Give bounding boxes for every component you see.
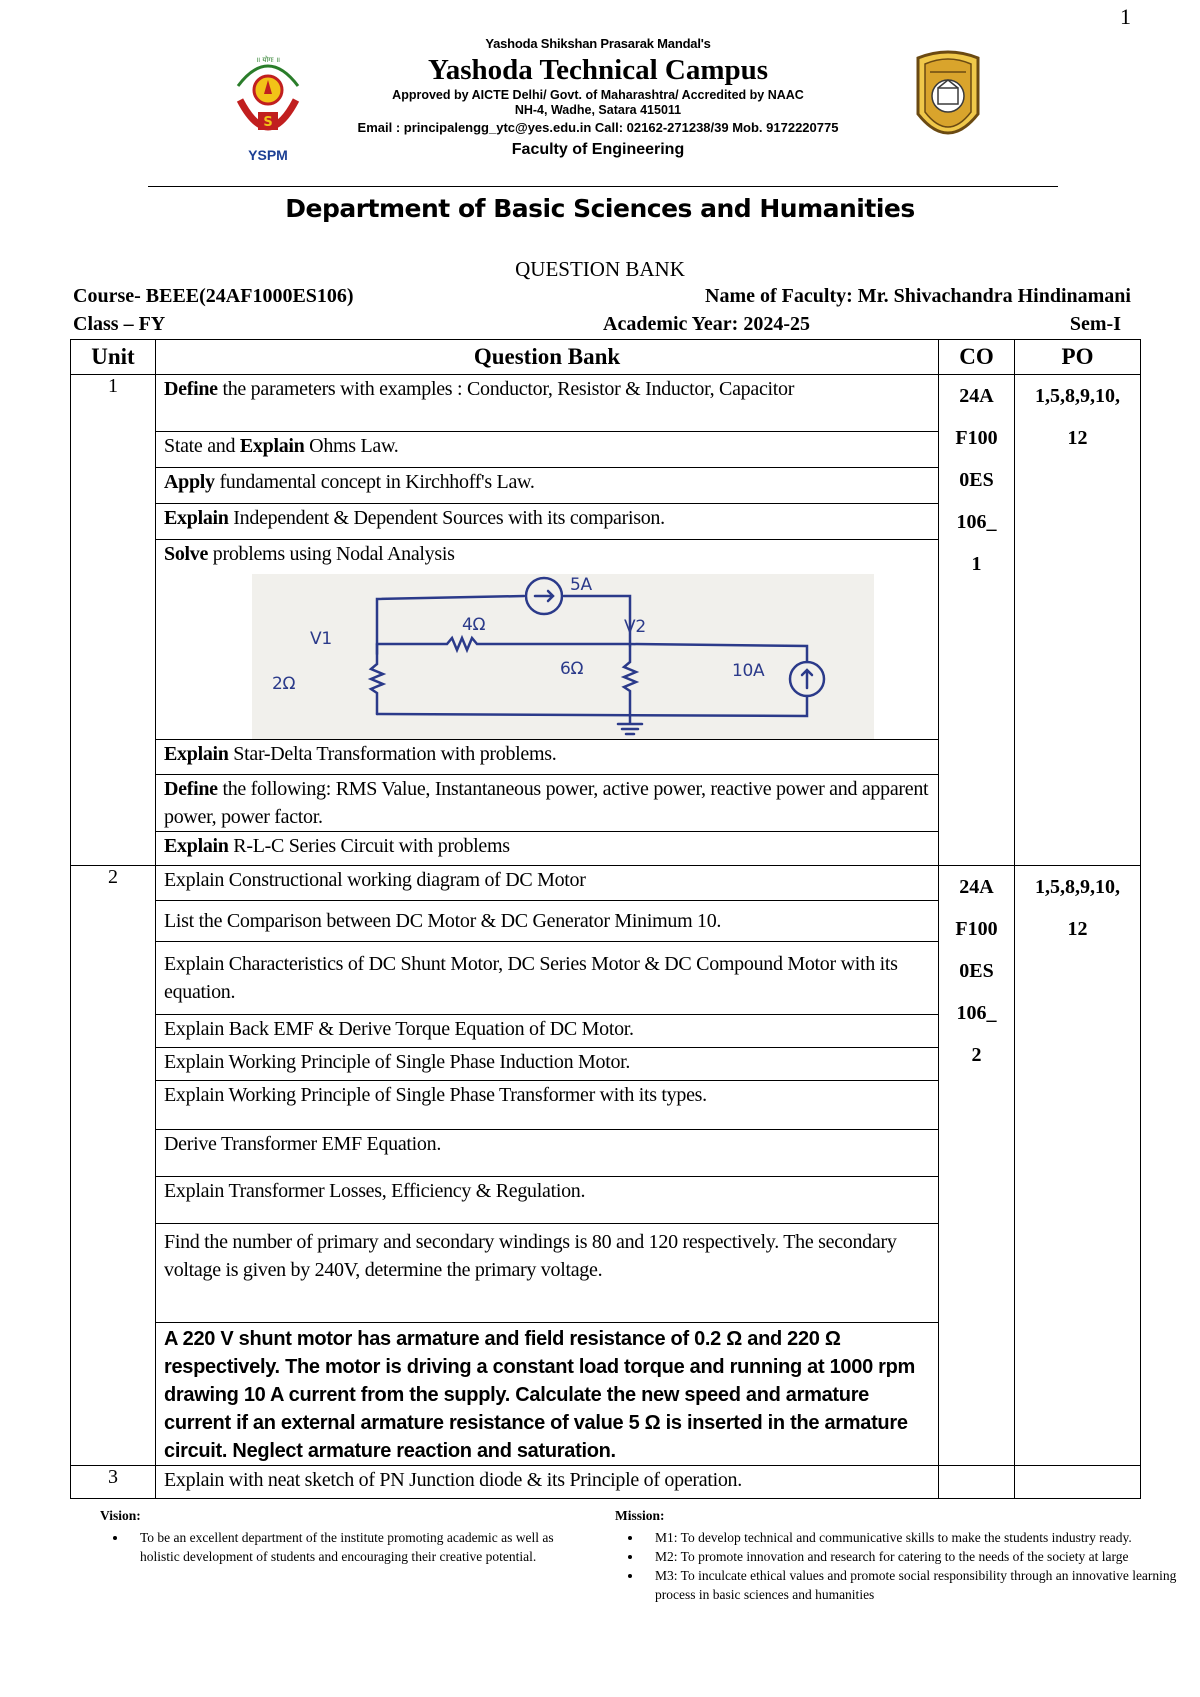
question-cell: Explain Back EMF & Derive Torque Equation of DC Motor. — [156, 1015, 939, 1048]
co-line: 1 — [971, 553, 982, 575]
question-text: problems using Nodal Analysis — [208, 543, 455, 565]
course-code: Course- BEEE(24AF1000ES106) — [73, 285, 354, 307]
po-line: 1,5,8,9,10, — [1035, 876, 1120, 898]
question-text: State and — [164, 435, 240, 457]
question-cell — [156, 832, 939, 866]
department-title: Department of Basic Sciences and Humanities — [285, 194, 915, 223]
mission-list — [615, 1528, 1195, 1604]
question-cell — [156, 432, 939, 468]
question-text: the following: RMS Value, Instantaneous power, active power, reactive power and apparent power, power factor. — [164, 778, 929, 828]
question-cell: Derive Transformer EMF Equation. — [156, 1130, 939, 1177]
svg-text:2Ω: 2Ω — [272, 674, 296, 694]
co-cell — [939, 866, 1015, 1466]
po-cell — [1015, 375, 1141, 866]
co-cell — [939, 375, 1015, 866]
approval-line: Approved by AICTE Delhi/ Govt. of Maharashtra/ Accredited by NAAC — [392, 88, 804, 102]
header-co: CO — [939, 340, 1015, 375]
header-unit: Unit — [71, 340, 156, 375]
header-divider — [148, 186, 1058, 187]
question-text: fundamental concept in Kirchhoff's Law. — [214, 471, 535, 493]
question-verb: Explain — [164, 743, 229, 765]
list-item: • M3: To inculcate ethical values and promote social responsibility through an innovative learning process in basic sciences and humanities — [643, 1566, 1195, 1604]
question-cell: Explain Constructional working diagram of DC Motor — [156, 866, 939, 901]
svg-text:10A: 10A — [732, 661, 765, 681]
vision-title: Vision: — [100, 1508, 141, 1523]
question-cell: A 220 V shunt motor has armature and field resistance of 0.2 Ω and 220 Ω respectively. The motor is driving a constant load torque and running at 1000 rpm drawing 10 A current from the supply. Calculate the new speed and armature current if an external armature resistance of value 5 Ω is inserted in the armature circuit. Neglect armature reaction and saturation. — [156, 1323, 939, 1466]
table-header-row — [71, 340, 1141, 375]
question-cell — [156, 775, 939, 832]
question-cell: Find the number of primary and secondary windings is 80 and 120 respectively. The secondary voltage is given by 240V, determine the primary voltage. — [156, 1224, 939, 1323]
co-line: 0ES — [959, 960, 994, 982]
question-text: R-L-C Series Circuit with problems — [228, 835, 510, 857]
co-line: 24A — [959, 876, 994, 898]
address-line: NH-4, Wadhe, Satara 415011 — [514, 103, 682, 117]
yspm-logo-icon — [228, 42, 308, 174]
co-line: 24A — [959, 385, 994, 407]
question-bank-table — [70, 339, 1141, 1499]
question-verb: Explain — [164, 507, 229, 529]
po-cell — [1015, 1466, 1141, 1499]
academic-year: Academic Year: 2024-25 — [603, 313, 810, 335]
question-text: Ohms Law. — [304, 435, 399, 457]
question-cell — [156, 740, 939, 775]
question-cell — [156, 504, 939, 540]
question-cell — [156, 468, 939, 504]
contact-line: Email : principalengg_ytc@yes.edu.in Call: 02162-271238/39 Mob. 9172220775 — [357, 120, 839, 135]
faculty-name: Name of Faculty: Mr. Shivachandra Hindinamani — [705, 285, 1131, 307]
co-line: F100 — [955, 918, 998, 940]
po-line: 1,5,8,9,10, — [1035, 385, 1120, 407]
po-line: 12 — [1067, 918, 1088, 940]
question-verb: Apply — [164, 471, 215, 493]
table-row — [71, 866, 1141, 901]
question-cell: Explain Working Principle of Single Phase Induction Motor. — [156, 1048, 939, 1081]
unit-number: 1 — [71, 375, 156, 866]
list-item: • To be an excellent department of the institute promoting academic as well as holistic development of students and encouraging their creative potential. — [128, 1528, 570, 1566]
class-name: Class – FY — [73, 313, 166, 335]
po-spacer — [1023, 950, 1132, 1150]
question-cell — [156, 375, 939, 432]
nodal-analysis-circuit-image — [252, 574, 874, 739]
co-line: 0ES — [959, 469, 994, 491]
co-line: 106_ — [956, 511, 997, 533]
mission-section — [615, 1506, 1195, 1604]
question-cell: List the Comparison between DC Motor & DC Generator Minimum 10. — [156, 901, 939, 942]
list-item: • M2: To promote innovation and research for catering to the needs of the society at large — [643, 1547, 1195, 1566]
institute-header — [148, 30, 1058, 188]
question-cell: Explain Characteristics of DC Shunt Motor, DC Series Motor & DC Compound Motor with its equation. — [156, 942, 939, 1015]
mission-title: Mission: — [615, 1508, 665, 1523]
po-line: 12 — [1067, 427, 1088, 449]
logo-left-text: YSPM — [248, 147, 288, 163]
document-title: QUESTION BANK — [515, 257, 685, 281]
question-verb: Define — [164, 778, 218, 800]
table-row — [71, 1466, 1141, 1499]
question-cell: Explain Working Principle of Single Phase Transformer with its types. — [156, 1081, 939, 1130]
co-line: 2 — [971, 1044, 982, 1066]
question-text: Independent & Dependent Sources with its comparison. — [228, 507, 665, 529]
co-cell — [939, 1466, 1015, 1499]
society-name: Yashoda Shikshan Prasarak Mandal's — [485, 36, 711, 51]
svg-text:V1: V1 — [310, 629, 332, 649]
table-row — [71, 375, 1141, 432]
campus-name: Yashoda Technical Campus — [427, 54, 769, 86]
header-text-block — [328, 36, 868, 159]
po-cell — [1015, 866, 1141, 1466]
header-po: PO — [1015, 340, 1141, 375]
co-line: 106_ — [956, 1002, 997, 1024]
vision-section — [100, 1506, 570, 1566]
co-spacer — [947, 1076, 1006, 1276]
svg-text:4Ω: 4Ω — [462, 615, 486, 635]
question-verb: Solve — [164, 543, 209, 565]
question-verb: Define — [164, 378, 218, 400]
svg-text:॥ योगः ॥: ॥ योगः ॥ — [255, 56, 281, 64]
semester: Sem-I — [1069, 313, 1121, 335]
list-item: • M1: To develop technical and communicative skills to make the students industry ready. — [643, 1528, 1195, 1547]
unit-number: 2 — [71, 866, 156, 1466]
question-text: Star-Delta Transformation with problems. — [228, 743, 557, 765]
question-text: the parameters with examples : Conductor, Resistor & Inductor, Capacitor — [217, 378, 795, 400]
svg-text:V2: V2 — [624, 617, 646, 637]
question-cell: Explain with neat sketch of PN Junction diode & its Principle of operation. — [156, 1466, 939, 1499]
question-cell — [156, 540, 939, 740]
co-line: F100 — [955, 427, 998, 449]
svg-text:S: S — [263, 115, 273, 130]
unit-number: 3 — [71, 1466, 156, 1499]
faculty-line: Faculty of Engineering — [511, 141, 685, 158]
university-seal-icon — [908, 44, 988, 154]
question-verb: Explain — [239, 435, 305, 457]
svg-text:5A: 5A — [570, 575, 592, 595]
question-verb: Explain — [164, 835, 229, 857]
page-number: 1 — [1120, 4, 1131, 29]
header-question: Question Bank — [156, 340, 939, 375]
question-cell: Explain Transformer Losses, Efficiency & Regulation. — [156, 1177, 939, 1224]
vision-list — [100, 1528, 570, 1566]
svg-text:6Ω: 6Ω — [560, 659, 584, 679]
